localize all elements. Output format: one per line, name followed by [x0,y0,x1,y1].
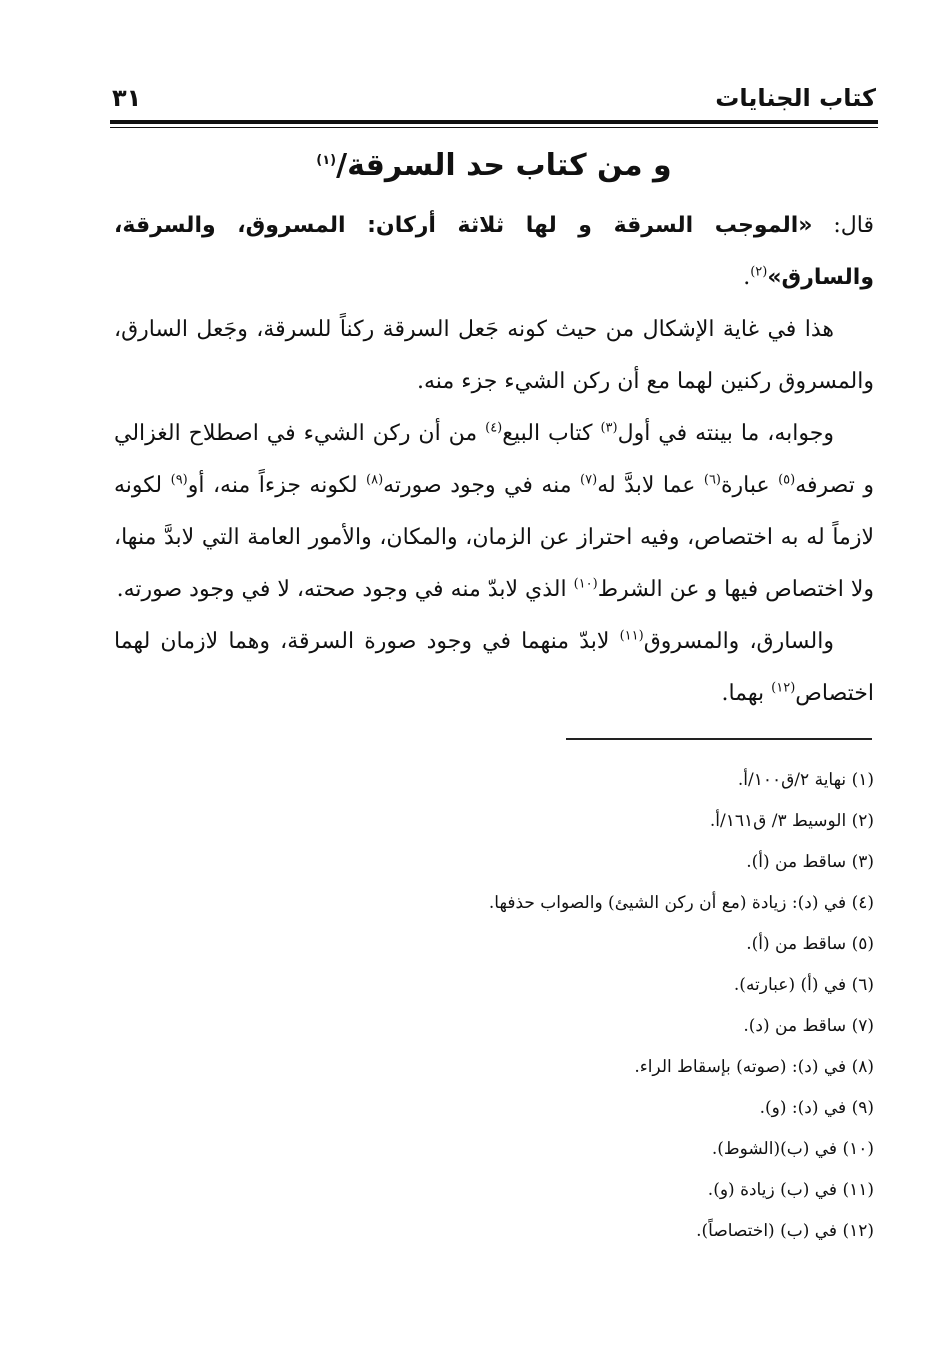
paragraph-3-text: منه في وجود صورته [383,473,581,498]
footnote-ref: (٩) [170,472,188,488]
body-text [114,200,874,720]
quoted-text: «الموجب السرقة و لها ثلاثة أركان: المسروق، والسرقة، والسارق» [114,213,874,290]
paragraph-3-text: عبارة [721,473,779,498]
paragraph-1-tail: . [743,265,751,290]
footnote-ref: (١٠) [573,576,598,592]
footnote: (٣) ساقط من (أ). [746,852,874,872]
footnote: (٤) في (د): زيادة (مع أن ركن الشيئ) والصواب حذفها. [488,893,874,913]
paragraph-3-text: الذي لابدّ منه في وجود صحته، لا في وجود صورته. [116,577,574,602]
paragraph-2: هذا في غاية الإشكال من حيث كونه جَعل السرقة ركناً للسرقة، وجَعل السارق، والمسروق ركنين لهما مع أن ركن الشيء جزء منه. [114,317,874,394]
footnote: (٢) الوسيط ٣/ ق١٦١/أ. [709,811,874,831]
footnote-ref: (١٢) [771,680,796,696]
footnote: (٧) ساقط من (د). [743,1016,874,1036]
footnote-ref: (٦) [703,472,721,488]
header-rule-thick [110,120,878,124]
paragraph-1-prefix: قال: [812,213,874,238]
footnote-separator [566,738,872,740]
footnote-ref: (٣) [600,420,618,436]
page-number: ٣١ [112,84,142,112]
footnote: (٥) ساقط من (أ). [746,934,874,954]
paragraph-3-text: لكونه جزءاً منه، أو [187,473,366,498]
footnote-ref: (٧) [580,472,598,488]
paragraph-4-text: والسارق، والمسروق [643,629,834,654]
footnote-ref: (٢) [750,264,768,280]
footnote: (٦) في (أ) (عبارته). [733,975,874,995]
page-header [112,82,876,118]
footnote: (١١) في (ب) زيادة (و). [707,1180,874,1200]
paragraph-4-text: بهما. [721,681,772,706]
paragraph-3-text: لكونه لازماً له به اختصاص، وفيه احتراز عن الزمان، والمكان، والأمور العامة التي لابدَّ منها، ولا اختصاص فيها و عن الشرط [114,473,874,602]
footnote: (١٢) في (ب) (اختصاصاً). [696,1221,874,1241]
footnote-ref: (٥) [778,472,796,488]
paragraph-3-text: وجوابه، ما بينته في أول [617,421,834,446]
running-title: كتاب الجنايات [715,84,876,112]
footnotes [174,760,874,1252]
paragraph-3-text: عما لابدَّ له [597,473,704,498]
chapter-title-text: و من كتاب حد السرقة/ [336,148,672,183]
paragraph-1 [114,200,874,304]
footnote: (١٠) في (ب)(الشوط). [711,1139,874,1159]
footnote-ref: (١١) [619,628,644,644]
footnote-ref: (١) [316,153,337,168]
paragraph-3-text: من أن ركن الشيء في اصطلاح الغزالي و تصرفه [114,421,874,498]
footnote: (١) نهاية ٢/ق١٠٠/أ. [737,770,874,790]
paragraph-3-text: كتاب البيع [502,421,601,446]
paragraph-3 [114,408,874,616]
header-rule-thin [110,127,878,128]
paragraph-4 [114,616,874,720]
chapter-title [112,148,876,183]
footnote: (٨) في (د): (صوته) بإسقاط الراء. [634,1057,874,1077]
paragraph-4-text: لابدّ منهما في وجود صورة السرقة، وهما لازمان لهما اختصاص [114,629,874,706]
footnote-ref: (٤) [485,420,503,436]
footnote: (٩) في (د): (و). [759,1098,874,1118]
footnote-ref: (٨) [366,472,384,488]
